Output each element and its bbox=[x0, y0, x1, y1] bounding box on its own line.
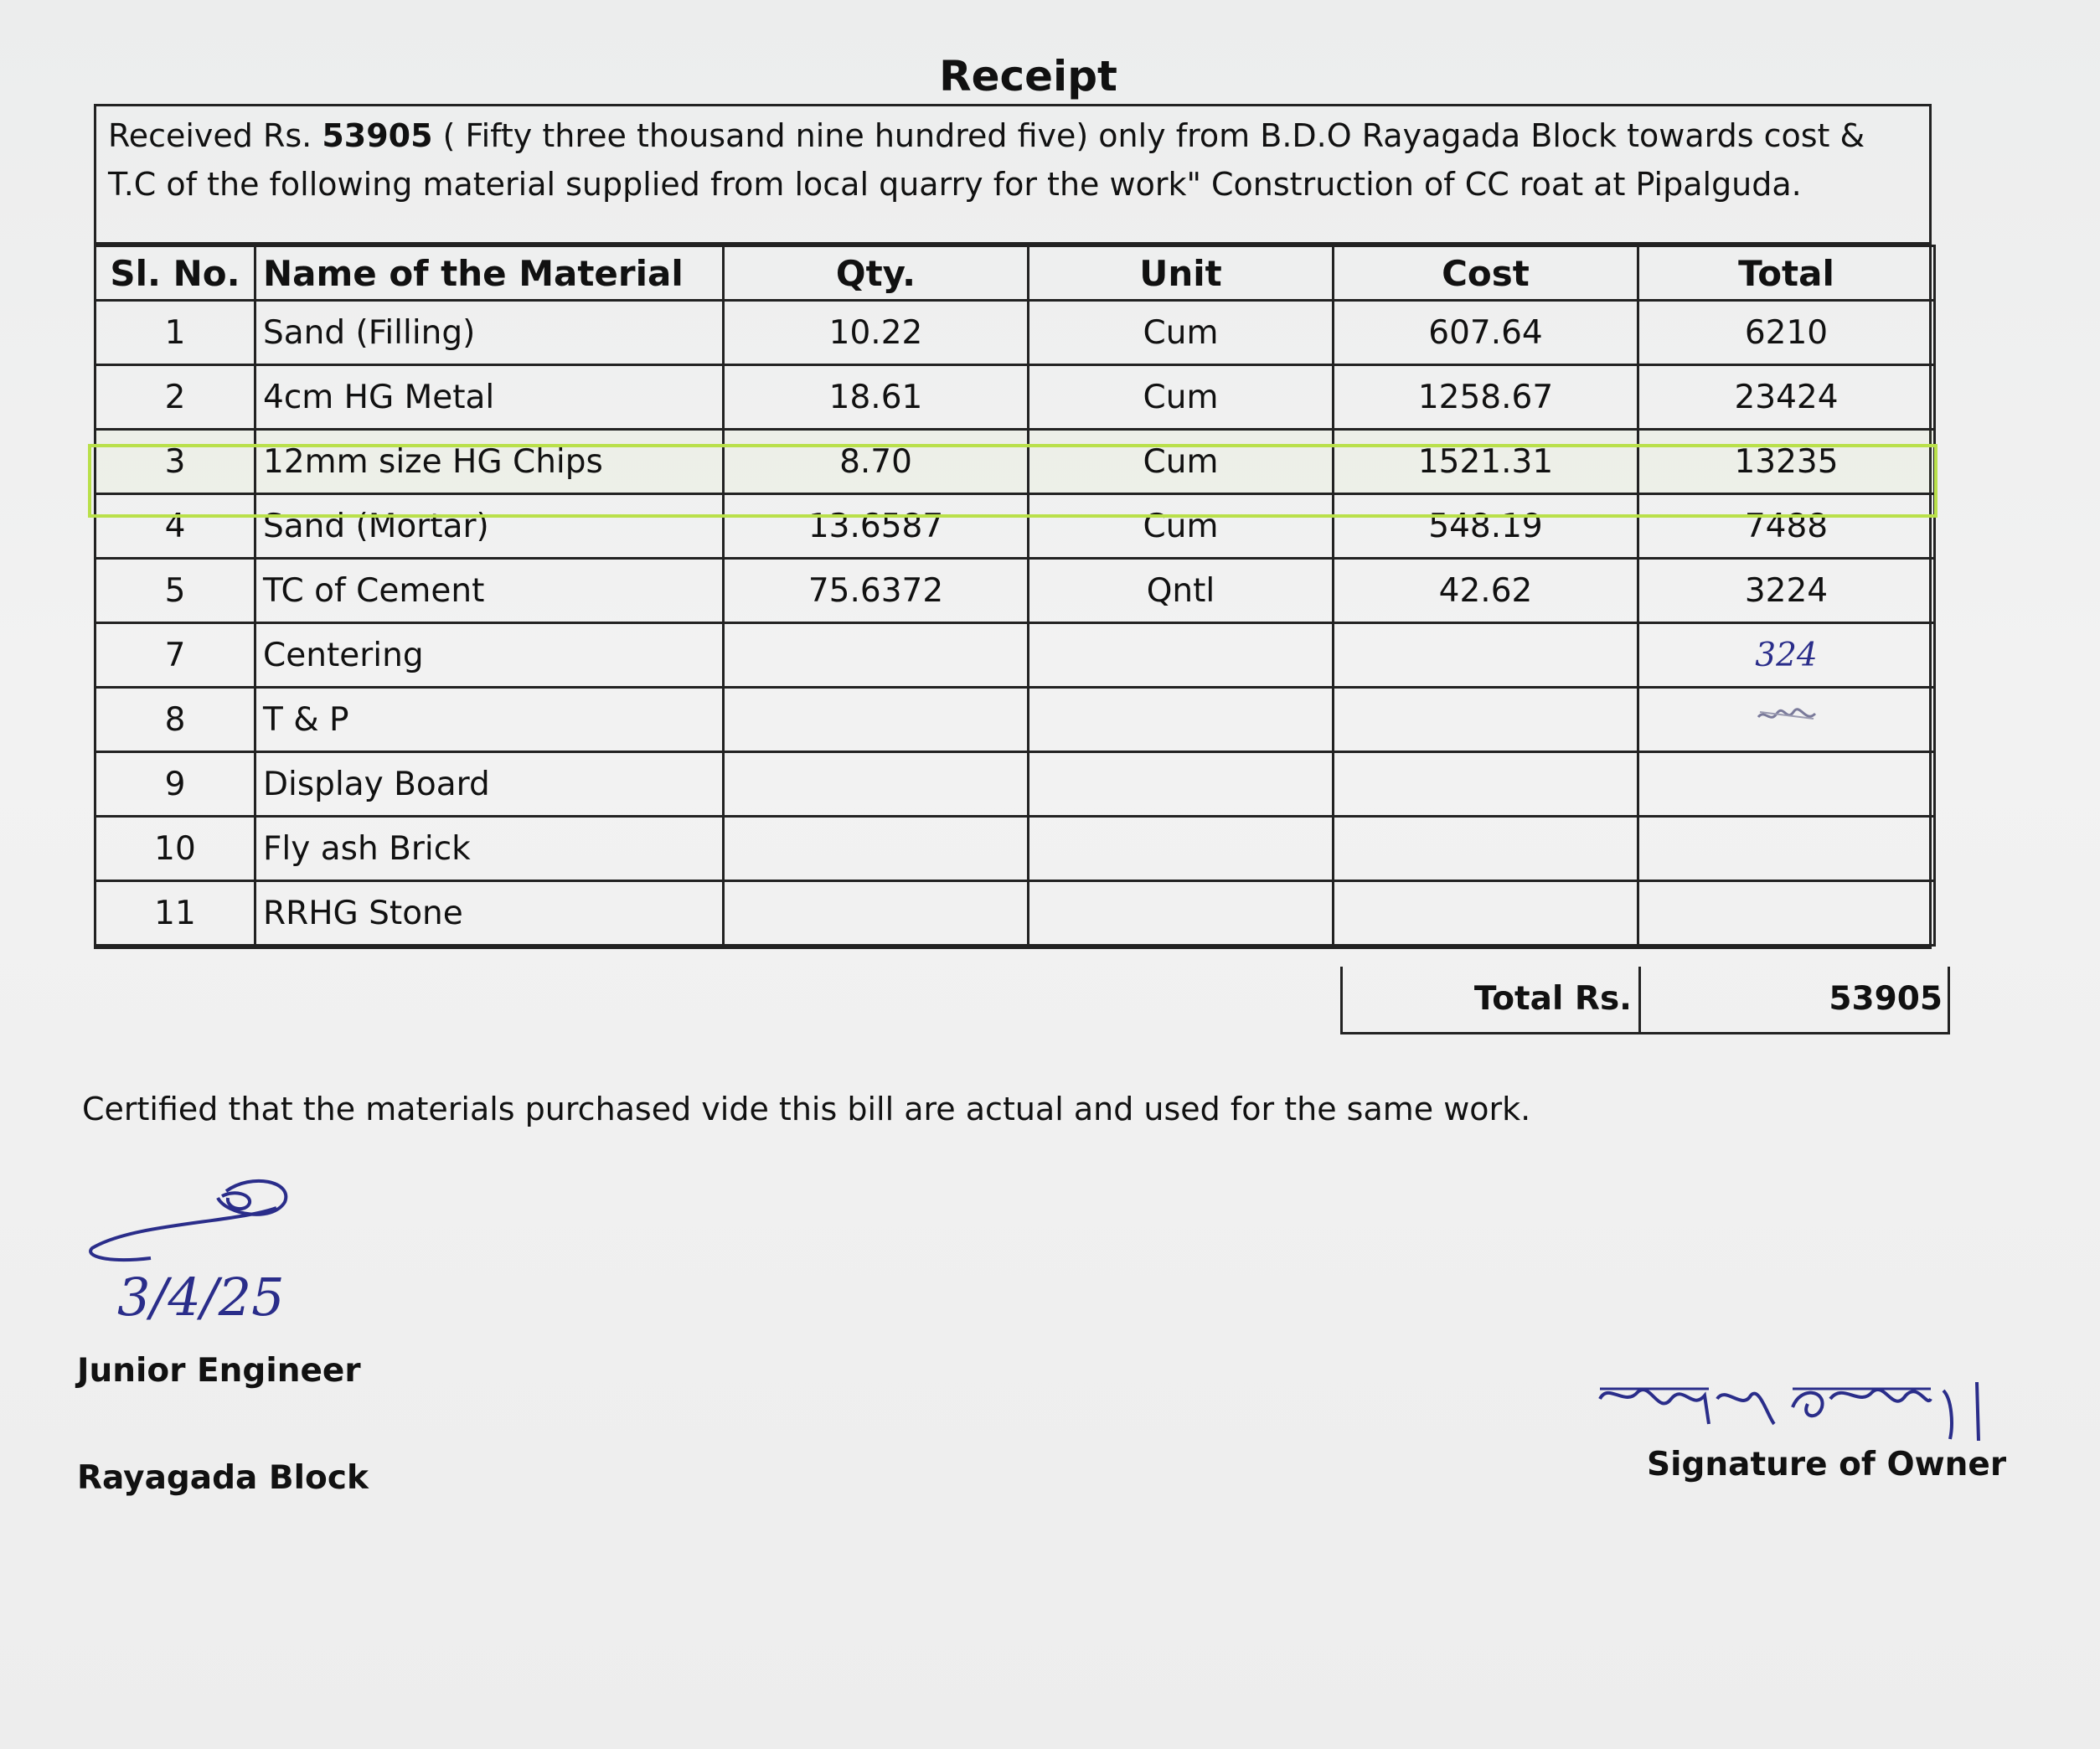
intro-body: ( Fifty three thousand nine hundred five) only from B.D.O Rayagada Block towards cost & T.C of the following material supplied from local quarry for the work" Construction of CC roat at Pipalguda. bbox=[108, 117, 1865, 203]
signature-date: 3/4/25 bbox=[117, 1267, 285, 1328]
cell-qty: 18.61 bbox=[724, 365, 1029, 430]
cell-cost bbox=[1334, 688, 1638, 752]
junior-engineer-title: Junior Engineer bbox=[77, 1352, 361, 1390]
cell-unit bbox=[1029, 817, 1334, 881]
cell-unit: Qntl bbox=[1029, 559, 1334, 623]
cell-unit: Cum bbox=[1029, 301, 1334, 365]
table-row-highlighted bbox=[95, 430, 1935, 494]
receipt-frame bbox=[94, 104, 1932, 949]
cell-total: 23424 bbox=[1638, 365, 1935, 430]
cell-total: 3224 bbox=[1638, 559, 1935, 623]
cell-qty: 10.22 bbox=[724, 301, 1029, 365]
cell-total: 7488 bbox=[1638, 494, 1935, 559]
cell-name: Fly ash Brick bbox=[255, 817, 724, 881]
receipt-title: Receipt bbox=[939, 52, 1117, 101]
table-row bbox=[95, 752, 1935, 817]
table-row bbox=[95, 623, 1935, 688]
cell-name: Centering bbox=[255, 623, 724, 688]
cell-sl: 7 bbox=[95, 623, 255, 688]
cell-qty: 8.70 bbox=[724, 430, 1029, 494]
cell-qty bbox=[724, 817, 1029, 881]
header-sl-no: Sl. No. bbox=[95, 246, 255, 301]
table-row bbox=[95, 559, 1935, 623]
cell-unit bbox=[1029, 752, 1334, 817]
cell-total bbox=[1638, 817, 1935, 881]
cell-total-handwritten: 324 bbox=[1638, 623, 1935, 688]
cell-unit: Cum bbox=[1029, 365, 1334, 430]
cell-sl: 10 bbox=[95, 817, 255, 881]
cell-cost bbox=[1334, 881, 1638, 946]
cell-name: TC of Cement bbox=[255, 559, 724, 623]
header-total: Total bbox=[1638, 246, 1935, 301]
cell-sl: 9 bbox=[95, 752, 255, 817]
owner-signature-title: Signature of Owner bbox=[1647, 1446, 2007, 1483]
cell-sl: 2 bbox=[95, 365, 255, 430]
struck-out-scribble-icon bbox=[1753, 699, 1820, 732]
cell-name: Sand (Filling) bbox=[255, 301, 724, 365]
cell-sl: 5 bbox=[95, 559, 255, 623]
cell-cost bbox=[1334, 817, 1638, 881]
cell-name: Display Board bbox=[255, 752, 724, 817]
cell-total bbox=[1638, 688, 1935, 752]
cell-qty bbox=[724, 752, 1029, 817]
cell-cost: 1258.67 bbox=[1334, 365, 1638, 430]
certification-text: Certified that the materials purchased vide this bill are actual and used for the same work. bbox=[82, 1091, 1531, 1127]
cell-cost: 1521.31 bbox=[1334, 430, 1638, 494]
cell-qty: 13.6587 bbox=[724, 494, 1029, 559]
cell-sl: 1 bbox=[95, 301, 255, 365]
cell-name: RRHG Stone bbox=[255, 881, 724, 946]
cell-total: 13235 bbox=[1638, 430, 1935, 494]
cell-total bbox=[1638, 752, 1935, 817]
cell-unit bbox=[1029, 881, 1334, 946]
table-row bbox=[95, 301, 1935, 365]
table-row bbox=[95, 494, 1935, 559]
cell-name: Sand (Mortar) bbox=[255, 494, 724, 559]
materials-table bbox=[94, 245, 1936, 947]
cell-cost bbox=[1334, 752, 1638, 817]
intro-prefix: Received Rs. bbox=[108, 117, 322, 154]
cell-sl: 4 bbox=[95, 494, 255, 559]
cell-cost: 607.64 bbox=[1334, 301, 1638, 365]
table-header-row bbox=[95, 246, 1935, 301]
header-qty: Qty. bbox=[724, 246, 1029, 301]
cell-qty bbox=[724, 881, 1029, 946]
cell-sl: 8 bbox=[95, 688, 255, 752]
table-row bbox=[95, 365, 1935, 430]
header-unit: Unit bbox=[1029, 246, 1334, 301]
junior-engineer-signature bbox=[84, 1164, 335, 1340]
cell-cost: 548.19 bbox=[1334, 494, 1638, 559]
cell-unit bbox=[1029, 623, 1334, 688]
table-row bbox=[95, 881, 1935, 946]
header-cost: Cost bbox=[1334, 246, 1638, 301]
owner-signature bbox=[1592, 1374, 1994, 1449]
cell-total bbox=[1638, 881, 1935, 946]
cell-name: T & P bbox=[255, 688, 724, 752]
cell-total: 6210 bbox=[1638, 301, 1935, 365]
receipt-intro bbox=[96, 106, 1929, 245]
grand-total-label: Total Rs. bbox=[1343, 967, 1641, 1032]
cell-name: 4cm HG Metal bbox=[255, 365, 724, 430]
cell-unit: Cum bbox=[1029, 430, 1334, 494]
table-row bbox=[95, 817, 1935, 881]
header-material-name: Name of the Material bbox=[255, 246, 724, 301]
cell-name: 12mm size HG Chips bbox=[255, 430, 724, 494]
cell-cost: 42.62 bbox=[1334, 559, 1638, 623]
cell-qty bbox=[724, 623, 1029, 688]
junior-engineer-block: Rayagada Block bbox=[77, 1459, 369, 1497]
cell-unit: Cum bbox=[1029, 494, 1334, 559]
grand-total-value: 53905 bbox=[1829, 980, 1943, 1018]
cell-sl: 11 bbox=[95, 881, 255, 946]
cell-qty: 75.6372 bbox=[724, 559, 1029, 623]
grand-total-box bbox=[1340, 967, 1950, 1034]
table-row bbox=[95, 688, 1935, 752]
cell-sl: 3 bbox=[95, 430, 255, 494]
cell-qty bbox=[724, 688, 1029, 752]
cell-cost bbox=[1334, 623, 1638, 688]
intro-amount: 53905 bbox=[322, 117, 433, 154]
cell-unit bbox=[1029, 688, 1334, 752]
